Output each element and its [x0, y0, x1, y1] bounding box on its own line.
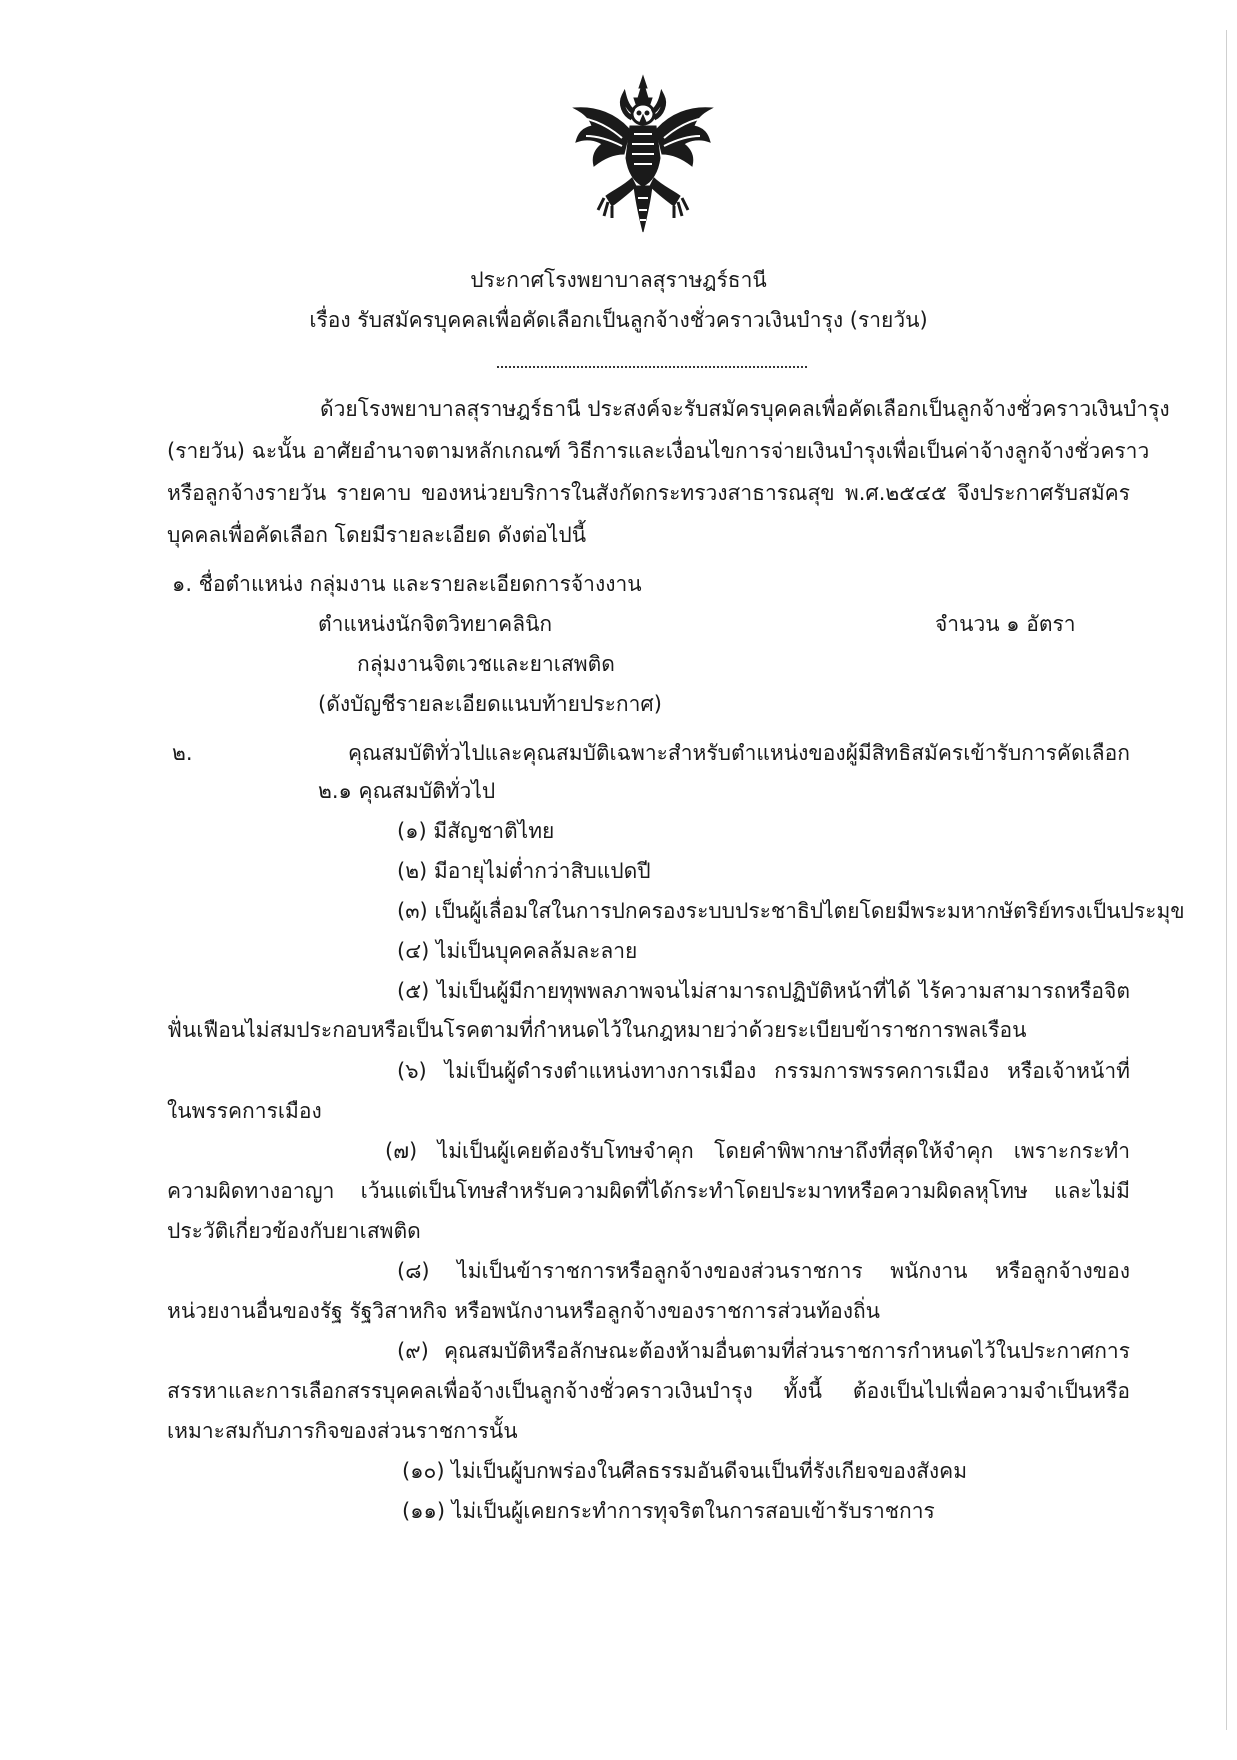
section1-department: กลุ่มงานจิตเวชและยาเสพติด — [357, 652, 615, 676]
qualification-item-7-line-2: ความผิดทางอาญา เว้นแต่เป็นโทษสำหรับความผิดที่ได้กระทำโดยประมาทหรือความผิดลหุโทษ และไม่มี — [167, 1179, 1130, 1203]
qualification-item-5-line-1: (๕) ไม่เป็นผู้มีกายทุพพลภาพจนไม่สามารถปฏิบัติหน้าที่ได้ ไร้ความสามารถหรือจิต — [397, 979, 1130, 1003]
qualification-item-9-line-3: เหมาะสมกับภารกิจของส่วนราชการนั้น — [167, 1419, 518, 1443]
qualification-item-8-line-1: (๘) ไม่เป็นข้าราชการหรือลูกจ้างของส่วนราชการ พนักงาน หรือลูกจ้างของ — [397, 1259, 1130, 1283]
document-title: ประกาศโรงพยาบาลสุราษฎร์ธานี — [470, 268, 767, 292]
section2-subheading: ๒.๑ คุณสมบัติทั่วไป — [318, 779, 496, 803]
qualification-item-1: (๑) มีสัญชาติไทย — [397, 819, 555, 843]
qualification-item-2: (๒) มีอายุไม่ต่ำกว่าสิบแปดปี — [397, 859, 651, 883]
qualification-item-6-line-1: (๖) ไม่เป็นผู้ดำรงตำแหน่งทางการเมือง กรรมการพรรคการเมือง หรือเจ้าหน้าที่ — [397, 1059, 1130, 1083]
qualification-item-8-line-2: หน่วยงานอื่นของรัฐ รัฐวิสาหกิจ หรือพนักงานหรือลูกจ้างของราชการส่วนท้องถิ่น — [167, 1299, 881, 1323]
section1-note: (ดังบัญชีรายละเอียดแนบท้ายประกาศ) — [318, 692, 662, 716]
garuda-emblem-icon — [568, 74, 718, 236]
section1-heading: ๑. ชื่อตำแหน่ง กลุ่มงาน และรายละเอียดการจ้างงาน — [172, 572, 642, 596]
qualification-item-7-line-1: (๗) ไม่เป็นผู้เคยต้องรับโทษจำคุก โดยคำพิพากษาถึงที่สุดให้จำคุก เพราะกระทำ — [385, 1139, 1130, 1163]
qualification-item-11: (๑๑) ไม่เป็นผู้เคยกระทำการทุจริตในการสอบเข้ารับราชการ — [402, 1499, 935, 1523]
qualification-item-9-line-1: (๙) คุณสมบัติหรือลักษณะต้องห้ามอื่นตามที่ส่วนราชการกำหนดไว้ในประกาศการ — [397, 1339, 1130, 1363]
document-subject: เรื่อง รับสมัครบุคคลเพื่อคัดเลือกเป็นลูกจ้างชั่วคราวเงินบำรุง (รายวัน) — [309, 308, 928, 332]
qualification-item-7-line-3: ประวัติเกี่ยวข้องกับยาเสพติด — [167, 1219, 421, 1243]
intro-line-1: ด้วยโรงพยาบาลสุราษฎร์ธานี ประสงค์จะรับสมัครบุคคลเพื่อคัดเลือกเป็นลูกจ้างชั่วคราวเงินบำรุง — [320, 397, 1170, 421]
qualification-item-9-line-2: สรรหาและการเลือกสรรบุคคลเพื่อจ้างเป็นลูกจ้างชั่วคราวเงินบำรุง ทั้งนี้ ต้องเป็นไปเพื่อความจำเป็นหรือ — [167, 1379, 1130, 1403]
qualification-item-10: (๑๐) ไม่เป็นผู้บกพร่องในศีลธรรมอันดีจนเป็นที่รังเกียจของสังคม — [402, 1459, 968, 1483]
scan-edge-line — [1226, 30, 1227, 1730]
qualification-item-5-line-2: ฟั่นเฟือนไม่สมประกอบหรือเป็นโรคตามที่กำหนดไว้ในกฎหมายว่าด้วยระเบียบข้าราชการพลเรือน — [167, 1018, 1027, 1042]
section2-heading: ๒. คุณสมบัติทั่วไปและคุณสมบัติเฉพาะสำหรับตำแหน่งของผู้มีสิทธิสมัครเข้ารับการคัดเลือก — [172, 741, 1130, 765]
qualification-item-4: (๔) ไม่เป็นบุคคลล้มละลาย — [397, 939, 638, 963]
intro-line-4: บุคคลเพื่อคัดเลือก โดยมีรายละเอียด ดังต่อไปนี้ — [167, 523, 587, 547]
title-separator — [497, 366, 807, 368]
section1-quota: จำนวน ๑ อัตรา — [935, 612, 1076, 636]
qualification-item-3: (๓) เป็นผู้เลื่อมใสในการปกครองระบบประชาธิปไตยโดยมีพระมหากษัตริย์ทรงเป็นประมุข — [397, 899, 1185, 923]
qualification-item-6-line-2: ในพรรคการเมือง — [167, 1099, 322, 1123]
intro-line-2: (รายวัน) ฉะนั้น อาศัยอำนาจตามหลักเกณฑ์ วิธีการและเงื่อนไขการจ่ายเงินบำรุงเพื่อเป็นค่าจ้างลูกจ้างชั่วคราว — [167, 439, 1150, 463]
section1-position: ตำแหน่งนักจิตวิทยาคลินิก — [318, 612, 553, 636]
intro-line-3: หรือลูกจ้างรายวัน รายคาบ ของหน่วยบริการในสังกัดกระทรวงสาธารณสุข พ.ศ.๒๕๔๕ จึงประกาศรับสมัคร — [167, 481, 1130, 505]
